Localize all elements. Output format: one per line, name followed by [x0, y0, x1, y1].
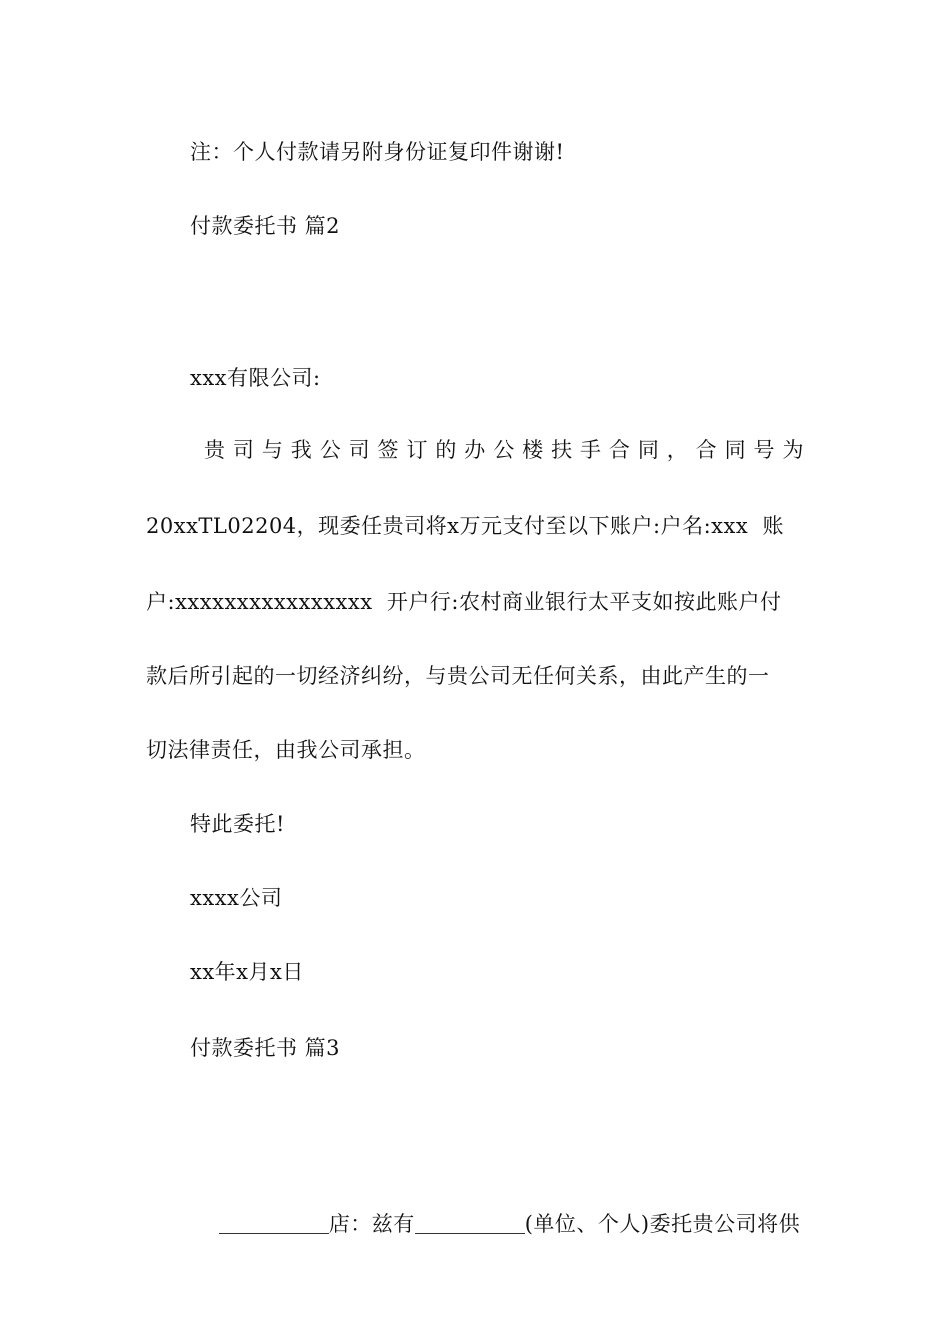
body-line-5: 切法律责任，由我公司承担。 — [146, 738, 426, 762]
closing-text: 特此委托! — [190, 812, 285, 836]
form-line-tail: (单位、个人)委托贵公司将供 — [524, 1212, 801, 1236]
body-line-1-char: 楼 — [522, 438, 544, 462]
addressee: xxx有限公司: — [190, 366, 321, 390]
body-line-1-char: 合 — [695, 438, 718, 462]
body-line-1-char: 扶 — [551, 438, 573, 462]
body-line-1-char: 办 — [464, 438, 486, 462]
body-line-1-char: 同 — [637, 438, 660, 462]
body-line-2: 20xxTL02204，现委任贵司将x万元支付至以下账户:户名:xxx 账 — [146, 514, 785, 538]
body-line-1-char: 我 — [290, 438, 313, 462]
store-label: 店：兹有 — [328, 1212, 415, 1236]
body-line-1-char: 司 — [232, 438, 255, 462]
signer-name: xxxx公司 — [190, 886, 283, 910]
body-line-1-char: 贵 — [204, 438, 226, 462]
store-blank[interactable] — [219, 1213, 329, 1234]
entity-blank[interactable] — [415, 1213, 525, 1234]
body-line-3: 户:xxxxxxxxxxxxxxxx 开户行:农村商业银行太平支如按此账户付 — [146, 590, 782, 614]
body-line-1-char: 司 — [348, 438, 371, 462]
body-line-1-char: 签 — [377, 438, 400, 462]
body-line-4: 款后所引起的一切经济纠纷，与贵公司无任何关系，由此产生的一 — [146, 664, 770, 688]
section-heading-3: 付款委托书 篇3 — [190, 1036, 341, 1060]
body-line-1-char: ， — [666, 438, 689, 462]
signature-date: xx年x月x日 — [190, 960, 304, 984]
body-line-1-char: 号 — [753, 438, 776, 462]
note-text: 注：个人付款请另附身份证复印件谢谢! — [190, 140, 565, 164]
body-line-1-char: 订 — [406, 438, 428, 462]
body-line-1-char: 公 — [319, 438, 342, 462]
body-line-1-char: 手 — [579, 438, 602, 462]
body-line-1-char: 的 — [435, 438, 457, 462]
body-line-1-char: 与 — [261, 438, 284, 462]
body-line-1-char: 公 — [493, 438, 515, 462]
body-line-1-char: 同 — [724, 438, 747, 462]
body-line-1 — [204, 436, 804, 464]
section-heading-2: 付款委托书 篇2 — [190, 214, 341, 238]
body-line-1-char: 为 — [782, 438, 804, 462]
body-line-1-char: 合 — [608, 438, 631, 462]
form-line — [190, 1182, 800, 1266]
